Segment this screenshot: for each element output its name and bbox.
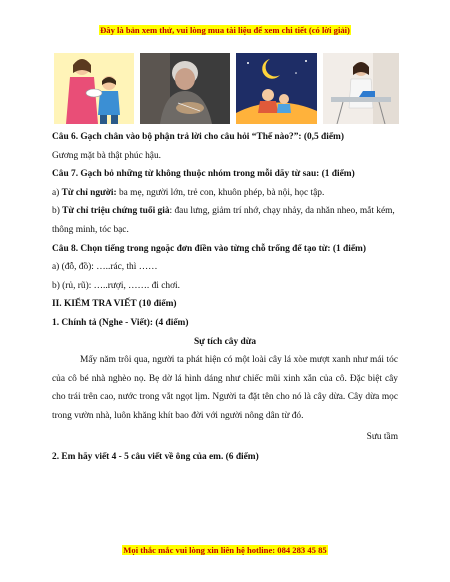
question-6-title: Câu 6. Gạch chân vào bộ phận trả lời cho câu hỏi “Thế nào?”: (0,5 điểm) xyxy=(52,132,344,142)
question-7-part-a xyxy=(52,184,398,203)
part-a-term: Từ chỉ người: xyxy=(61,187,117,198)
woman-ironing-photo xyxy=(323,53,399,124)
mother-child-moon-illustration xyxy=(236,53,317,124)
part-a-label: a) xyxy=(52,187,62,198)
dictation-label: 1. Chính tả (Nghe - Viết): (4 điểm) xyxy=(52,317,189,328)
part-b-label: b) xyxy=(52,206,63,217)
question-8-part-a: a) (đỗ, đồ): …..rác, thì …… xyxy=(52,262,158,273)
section-2-heading: II. KIỂM TRA VIẾT (10 điểm) xyxy=(52,299,177,310)
question-8-part-b: b) (rủ, rũ): …..rượi, ……. đi chơi. xyxy=(52,280,180,291)
worksheet-body xyxy=(52,128,398,467)
writing-prompt: 2. Em hãy viết 4 - 5 câu viết về ông của em. (6 điểm) xyxy=(52,452,259,463)
grandmother-knitting-photo xyxy=(140,53,230,124)
story-title: Sự tích cây dừa xyxy=(193,336,257,347)
family-illustration xyxy=(54,53,134,124)
question-8-title: Câu 8. Chọn tiếng trong ngoặc đơn điền vào từng chỗ trống để tạo từ: (1 điểm) xyxy=(52,243,366,254)
preview-notice-banner xyxy=(0,25,450,35)
story-source: Sưu tầm xyxy=(366,431,398,442)
story-paragraph: Mấy năm trôi qua, người ta phát hiện có một loài cây lá xòe mượt xanh như mái tóc của cô bé nhà nghèo nọ. Bẹ dờ lá hình dáng như chiếc mũi xinh xắn của cô. Đặc biệt cây cho trái trên cao, nước trong vắt ngọt lịm. Người ta đặt tên cho nó là cây dừa. Cây dừa mọc trong vườn nhà, luôn khăng khít bao đời với người nông dân từ đó. xyxy=(52,355,398,421)
illustration-strip xyxy=(54,53,399,124)
hotline-text: Mọi thắc mắc vui lòng xin liên hệ hotline: 084 283 45 85 xyxy=(123,545,327,555)
question-7-part-b xyxy=(52,202,398,239)
part-a-words: ba mẹ, người lớn, trẻ con, khuôn phép, bà nội, học tập. xyxy=(116,187,325,198)
part-b-words: : đau lưng, giảm trí nhớ, chạy nhảy, da nhăn nheo, mắt kém, thông minh, tóc bạc. xyxy=(52,206,395,235)
question-7-title: Câu 7. Gạch bỏ những từ không thuộc nhóm trong mỗi dãy từ sau: (1 điểm) xyxy=(52,169,355,180)
question-6-sentence: Gương mặt bà thật phúc hậu. xyxy=(52,150,161,161)
part-b-term: Từ chỉ triệu chứng tuổi già xyxy=(62,206,170,217)
contact-footer xyxy=(0,545,450,555)
preview-notice-text: Đây là bản xem thử, vui lòng mua tài liệu để xem chi tiết (có lời giải) xyxy=(100,25,350,35)
